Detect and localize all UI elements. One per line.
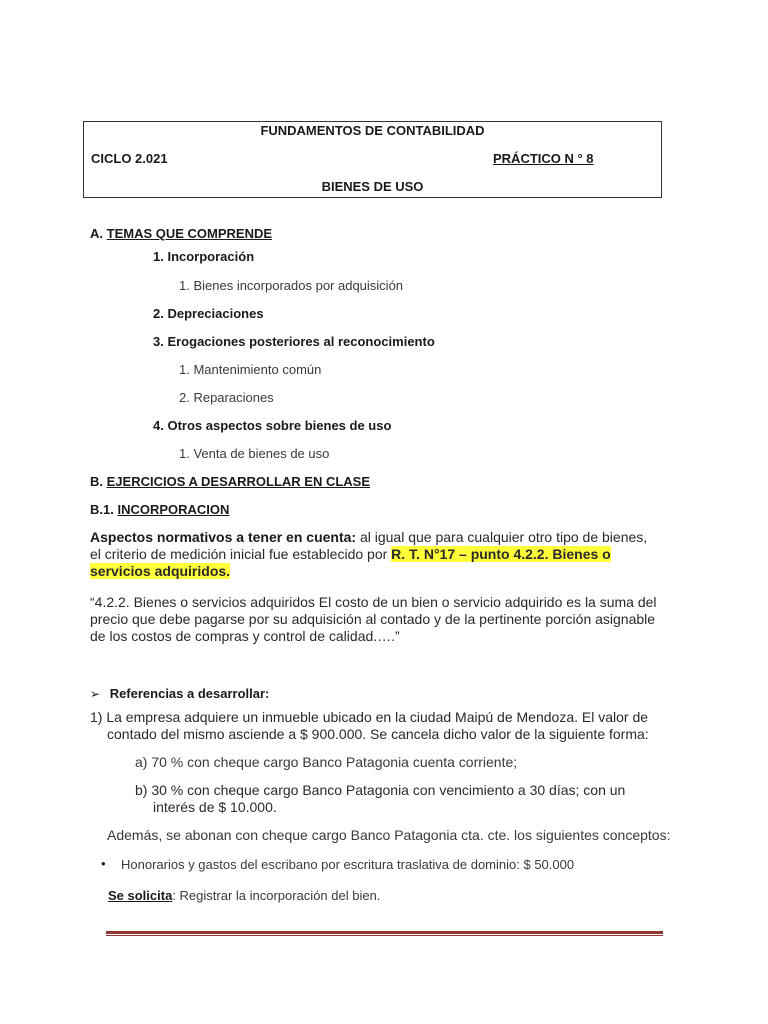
practice-number: PRÁCTICO N ° 8 bbox=[493, 151, 594, 166]
topic-2: 2. Depreciaciones bbox=[153, 306, 264, 321]
normative-text: al igual que para cualquier otro tipo de bienes, el criterio de medición inicial fue establecido por bbox=[90, 529, 648, 562]
course-title: FUNDAMENTOS DE CONTABILIDAD bbox=[260, 123, 485, 138]
additional-concepts: Además, se abonan con cheque cargo Banco Patagonia cta. cte. los siguientes conceptos: bbox=[107, 827, 671, 843]
request-text: : Registrar la incorporación del bien. bbox=[172, 888, 381, 903]
cycle-label: CICLO 2.021 bbox=[91, 151, 168, 166]
footer-rule-thin bbox=[106, 935, 663, 936]
section-b-heading bbox=[90, 474, 370, 489]
quote-paragraph: “4.2.2. Bienes o servicios adquiridos El costo de un bien o servicio adquirido es la suma del precio que debe pagarse por su adquisición al contado y de la pertinente porción asignable de los costos de compras y control de calidad.….” bbox=[90, 594, 657, 644]
section-b-prefix: B. bbox=[90, 474, 103, 489]
topic-3-sub-1: 1. Mantenimiento común bbox=[179, 362, 322, 377]
b1-prefix: B.1. bbox=[90, 502, 114, 517]
section-a-heading bbox=[90, 226, 272, 241]
topic-1: 1. Incorporación bbox=[153, 249, 255, 264]
option-b: b) 30 % con cheque cargo Banco Patagonia con vencimiento a 30 días; con un interés de $ 10.000. bbox=[135, 782, 626, 815]
option-a: a) 70 % con cheque cargo Banco Patagonia cuenta corriente; bbox=[135, 754, 518, 770]
bullet-dot-icon: • bbox=[101, 856, 106, 871]
section-a-prefix: A. bbox=[90, 226, 103, 241]
footer-rule bbox=[106, 931, 663, 934]
notary-fees-item: Honorarios y gastos del escribano por escritura traslativa de dominio: $ 50.000 bbox=[121, 857, 575, 872]
b1-heading bbox=[90, 502, 229, 517]
references-title: Referencias a desarrollar: bbox=[109, 686, 270, 701]
subject-title: BIENES DE USO bbox=[321, 179, 424, 194]
normative-highlight: R. T. N°17 – punto 4.2.2. Bienes o servicios adquiridos. bbox=[90, 546, 611, 579]
normative-lead: Aspectos normativos a tener en cuenta: bbox=[90, 529, 357, 545]
topic-1-sub-1: 1. Bienes incorporados por adquisición bbox=[179, 278, 404, 293]
section-a-title: TEMAS QUE COMPRENDE bbox=[106, 226, 273, 241]
exercise-1-text: 1) La empresa adquiere un inmueble ubicado en la ciudad Maipú de Mendoza. El valor de contado del mismo asciende a $ 900.000. Se cancela dicho valor de la siguiente forma: bbox=[90, 709, 649, 742]
topic-4: 4. Otros aspectos sobre bienes de uso bbox=[153, 418, 392, 433]
normative-paragraph bbox=[90, 529, 660, 580]
topic-4-sub-1: 1. Venta de bienes de uso bbox=[179, 446, 330, 461]
references-heading bbox=[90, 686, 269, 701]
topic-3-sub-2: 2. Reparaciones bbox=[179, 390, 274, 405]
request-label: Se solicita bbox=[108, 888, 173, 903]
section-b-title: EJERCICIOS A DESARROLLAR EN CLASE bbox=[106, 474, 371, 489]
request-line bbox=[108, 888, 380, 903]
arrow-bullet-icon: ➢ bbox=[90, 687, 101, 701]
topic-3: 3. Erogaciones posteriores al reconocimiento bbox=[153, 334, 435, 349]
b1-title: INCORPORACION bbox=[117, 502, 230, 517]
